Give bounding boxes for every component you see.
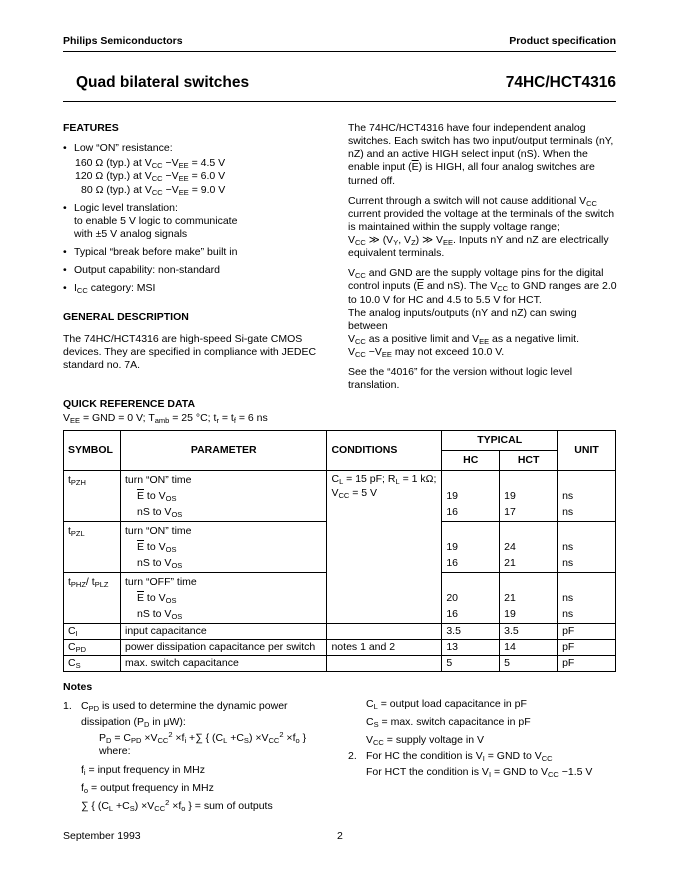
header-company: Philips Semiconductors: [63, 35, 183, 47]
list-item: • Typical “break before make” built in: [63, 246, 328, 259]
page-number: 2: [337, 830, 343, 842]
header-typical: TYPICAL: [442, 431, 558, 451]
qrd-heading: QUICK REFERENCE DATA: [63, 398, 196, 410]
notes-heading: Notes: [63, 681, 93, 693]
header-parameter: PARAMETER: [120, 431, 326, 471]
paragraph: Current through a switch will not cause additional $V_{CC}$ current provided the voltage at the terminals of the switch is maintained within the supply voltage range; $V_{CC}$ ≫ ($V_Y$, $V_Z$) ≫ $V_{EE}$. Inputs nY and nZ are electrically equivalent terminals.: [348, 194, 615, 260]
notes-left: 1. $C_{PD}$ is used to determine the dynamic power dissipation ($P_D$ in μW): $P_D = C_{PD} \times V_{CC}^2 \times f_i$ +∑ { $(C_L +C_S) \times V_{CC}^2 \times f_o$ } where: $f_i$ = input frequency in MHz $f_o$ = output frequency in MHz ∑ { $(C_L +C_S) \times V_{CC}^2 \times f_o$ } = sum of outputs: [63, 700, 307, 813]
title-rule: [63, 101, 616, 102]
table-row: $t_{PZH}$ turn “ON” time $\overline{E}$ to $V_{OS}$ nS to $V_{OS}$ $C_L = 15$ pF; $R_L = 1$ kΩ; $V_{CC} = 5$ V 19 16 19 17 ns ns: [64, 471, 616, 522]
quick-reference-table: [63, 430, 616, 672]
page-title: Quad bilateral switches: [76, 74, 250, 91]
qrd-conditions: $V_{EE}$ = GND = 0 V; $T_{amb} = 25$ °C; $t_r = t_f = 6$ ns: [63, 412, 268, 425]
features-list: [63, 142, 328, 295]
paragraph: See the “4016” for the version without logic level translation.: [348, 366, 573, 392]
list-item: • Logic level translation: to enable 5 V logic to communicate with ±5 V analog signals: [63, 202, 328, 241]
paragraph: $V_{CC}$ and GND are the supply voltage pins for the digital control inputs ($\overline{E}$ and nS). The $V_{CC}$ to GND ranges are 2.0 to 10.0 V for HC and 4.5 to 5.5 V for HCT. The analog inputs/outputs (nY and nZ) can swing between $V_{CC}$ as a positive limit and $V_{EE}$ as a negative limit. $V_{CC} -V_{EE}$ may not exceed 10.0 V.: [348, 267, 617, 359]
table-row: $t_{PZL}$ turn “ON” time $\overline{E}$ to $V_{OS}$ nS to $V_{OS}$ 19 16 24 21 ns ns: [64, 522, 616, 573]
part-number: 74HC/HCT4316: [505, 74, 616, 91]
notes-right: $C_L$ = output load capacitance in pF $C_S = \max$. switch capacitance in pF $V_{CC}$ = supply voltage in V 2. For HC the condition is $V_I$ = GND to $V_{CC}$ For HCT the condition is $V_I$ = GND to $V_{CC} -1.5$ V: [348, 698, 593, 779]
header-hct: HCT: [500, 451, 558, 471]
list-item: • Output capability: non-standard: [63, 264, 328, 277]
general-heading: GENERAL DESCRIPTION: [63, 311, 189, 324]
header-unit: UNIT: [558, 431, 616, 471]
header-hc: HC: [442, 451, 500, 471]
header-symbol: SYMBOL: [64, 431, 121, 471]
header-conditions: CONDITIONS: [327, 431, 442, 471]
table-row: $C_{PD}$ power dissipation capacitance per switch notes 1 and 2 13 14 pF: [64, 640, 616, 656]
footer-date: September 1993: [63, 830, 141, 842]
header-doc-type: Product specification: [509, 35, 616, 47]
features-heading: FEATURES: [63, 122, 119, 134]
left-column: [63, 122, 328, 372]
general-text: The 74HC/HCT4316 are high-speed Si-gate CMOS devices. They are specified in compliance with JEDEC standard no. 7A.: [63, 332, 317, 371]
table-row: $C_I$ input capacitance 3.5 3.5 pF: [64, 624, 616, 640]
paragraph: The 74HC/HCT4316 have four independent analog switches. Each switch has two input/output terminals (nY, nZ) and an active HIGH select input (nS). When the enable input $(\overline{E})$ is HIGH, all four analog switches are turned off.: [348, 122, 614, 187]
list-item: • $I_{CC}$ category: MSI: [63, 282, 328, 295]
header-rule: [63, 51, 616, 52]
list-item: • Low “ON” resistance: 160 Ω (typ.) at $V_{CC} -V_{EE} = 4.5$ V 120 Ω (typ.) at $V_{CC} -V_{EE} = 6.0$ V 80 Ω (typ.) at $V_{CC} -V_{EE} = 9.0$ V: [63, 142, 328, 197]
table-row: $t_{PHZ}/$ $t_{PLZ}$ turn “OFF” time $\overline{E}$ to $V_{OS}$ nS to $V_{OS}$ 20 16 21 19 ns ns: [64, 573, 616, 624]
right-column: [348, 122, 618, 399]
table-row: $C_S$ max. switch capacitance 5 5 pF: [64, 656, 616, 672]
